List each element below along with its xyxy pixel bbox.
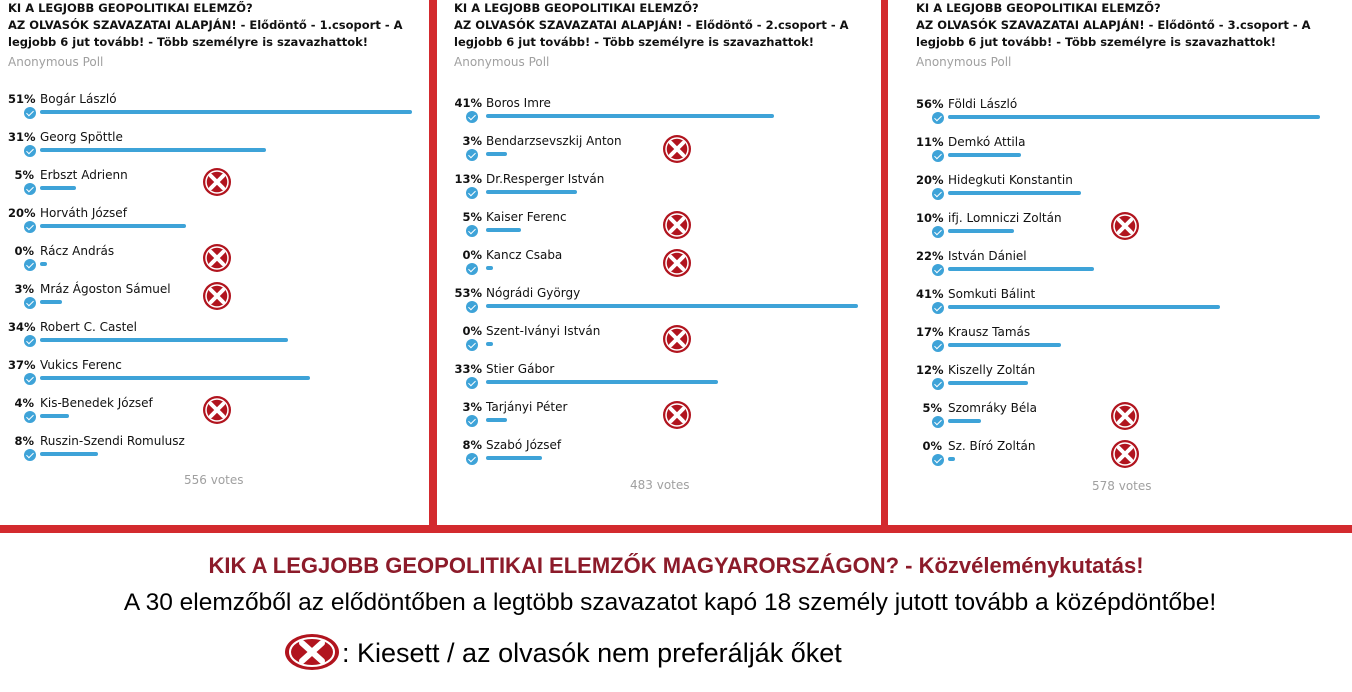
option-percent: 31% (8, 130, 36, 144)
result-bar (40, 186, 76, 190)
option-percent: 53% (454, 286, 482, 300)
poll-option[interactable] (454, 248, 864, 286)
poll-title-line: KI A LEGJOBB GEOPOLITIKAI ELEMZŐ? (454, 1, 699, 15)
option-percent: 41% (916, 287, 944, 301)
x-icon (662, 248, 692, 278)
option-percent: 3% (462, 134, 482, 148)
poll-option[interactable] (454, 400, 864, 438)
check-icon (466, 187, 478, 199)
check-icon (24, 411, 36, 423)
option-percent: 0% (462, 248, 482, 262)
option-name: ifj. Lomniczi Zoltán (948, 211, 1062, 225)
check-icon (24, 145, 36, 157)
option-percent: 0% (922, 439, 942, 453)
option-name: Ruszin-Szendi Romulusz (40, 434, 185, 448)
poll-type: Anonymous Poll (8, 55, 104, 69)
option-percent: 20% (8, 206, 36, 220)
option-name: Szomráky Béla (948, 401, 1037, 415)
result-bar (948, 419, 981, 423)
poll-option[interactable] (916, 325, 1328, 363)
result-bar (948, 381, 1028, 385)
option-name: Tarjányi Péter (486, 400, 568, 414)
check-icon (466, 263, 478, 275)
result-bar (486, 114, 774, 118)
poll-option[interactable] (8, 282, 420, 320)
option-name: Erbszt Adrienn (40, 168, 128, 182)
poll-option[interactable] (8, 358, 420, 396)
option-percent: 56% (916, 97, 944, 111)
x-icon (1110, 439, 1140, 469)
x-icon (202, 281, 232, 311)
result-bar (486, 266, 493, 270)
check-icon (466, 301, 478, 313)
poll-title-2 (454, 0, 864, 51)
result-bar (40, 224, 186, 228)
option-percent: 8% (14, 434, 34, 448)
check-icon (932, 188, 944, 200)
check-icon (932, 340, 944, 352)
check-icon (932, 150, 944, 162)
result-bar (948, 115, 1320, 119)
option-name: Robert C. Castel (40, 320, 138, 334)
option-name: Horváth József (40, 206, 127, 220)
result-bar (486, 418, 507, 422)
vote-count: 556 votes (184, 473, 244, 487)
result-bar (486, 152, 507, 156)
result-bar (948, 457, 955, 461)
option-name: Bendarzsevszkij Anton (486, 134, 622, 148)
check-icon (466, 415, 478, 427)
option-name: Krausz Tamás (948, 325, 1031, 339)
option-name: Dr.Resperger István (486, 172, 605, 186)
option-percent: 0% (14, 244, 34, 258)
check-icon (932, 226, 944, 238)
poll-option[interactable] (454, 324, 864, 362)
option-percent: 11% (916, 135, 944, 149)
result-bar (486, 456, 542, 460)
result-bar (948, 343, 1061, 347)
check-icon (24, 183, 36, 195)
check-icon (932, 302, 944, 314)
check-icon (466, 225, 478, 237)
poll-option[interactable] (8, 92, 420, 130)
x-icon (202, 395, 232, 425)
poll-option[interactable] (8, 206, 420, 244)
check-icon (24, 297, 36, 309)
poll-option[interactable] (916, 97, 1328, 135)
option-name: Szabó József (486, 438, 562, 452)
option-name: Bogár László (40, 92, 117, 106)
poll-option[interactable] (916, 135, 1328, 173)
option-percent: 17% (916, 325, 944, 339)
poll-option[interactable] (916, 249, 1328, 287)
poll-title-line: KI A LEGJOBB GEOPOLITIKAI ELEMZŐ? (916, 1, 1161, 15)
legend-label: : Kiesett / az olvasók nem preferálják őket (342, 638, 842, 668)
option-name: Nógrádi György (486, 286, 581, 300)
result-bar (40, 414, 69, 418)
column-divider (881, 0, 888, 526)
poll-title-3 (916, 0, 1328, 51)
x-icon (662, 210, 692, 240)
check-icon (932, 416, 944, 428)
option-percent: 12% (916, 363, 944, 377)
option-percent: 10% (916, 211, 944, 225)
poll-option[interactable] (454, 210, 864, 248)
x-icon (1110, 401, 1140, 431)
poll-option[interactable] (8, 434, 420, 472)
result-bar (40, 262, 47, 266)
check-icon (24, 107, 36, 119)
poll-title-line: AZ OLVASÓK SZAVAZATAI ALAPJÁN! - Elődöntő - 3.csoport - A (916, 18, 1311, 32)
option-percent: 33% (454, 362, 482, 376)
check-icon (932, 454, 944, 466)
poll-option[interactable] (8, 396, 420, 434)
x-icon (202, 243, 232, 273)
result-bar (948, 191, 1081, 195)
option-name: Kiszelly Zoltán (948, 363, 1036, 377)
vote-count: 483 votes (630, 478, 690, 492)
option-name: István Dániel (948, 249, 1027, 263)
poll-group-2 (454, 0, 864, 525)
check-icon (466, 453, 478, 465)
option-percent: 5% (462, 210, 482, 224)
option-percent: 22% (916, 249, 944, 263)
option-name: Rácz András (40, 244, 115, 258)
result-bar (948, 267, 1094, 271)
vote-count: 578 votes (1092, 479, 1152, 493)
option-percent: 37% (8, 358, 36, 372)
check-icon (466, 111, 478, 123)
option-name: Boros Imre (486, 96, 551, 110)
x-icon (662, 400, 692, 430)
footer-description: A 30 elemzőből az elődöntőben a legtöbb szavazatot kapó 18 személy jutott tovább a középdöntőbe! (123, 589, 1217, 616)
check-icon (24, 373, 36, 385)
poll-option[interactable] (916, 211, 1328, 249)
result-bar (40, 300, 62, 304)
option-percent: 41% (454, 96, 482, 110)
poll-option[interactable] (916, 363, 1328, 401)
poll-option[interactable] (454, 286, 864, 324)
x-icon (662, 324, 692, 354)
result-bar (948, 229, 1014, 233)
check-icon (24, 221, 36, 233)
option-percent: 5% (922, 401, 942, 415)
check-icon (466, 377, 478, 389)
poll-option[interactable] (8, 130, 420, 168)
poll-type: Anonymous Poll (454, 55, 550, 69)
result-bar (486, 380, 718, 384)
x-icon (1110, 211, 1140, 241)
result-bar (486, 304, 858, 308)
option-name: Vukics Ferenc (40, 358, 122, 372)
result-bar (40, 376, 310, 380)
poll-option[interactable] (454, 172, 864, 210)
option-percent: 51% (8, 92, 36, 106)
option-name: Somkuti Bálint (948, 287, 1036, 301)
option-name: Hidegkuti Konstantin (948, 173, 1073, 187)
horizontal-divider (0, 525, 1352, 533)
check-icon (932, 264, 944, 276)
result-bar (948, 153, 1021, 157)
poll-group-1 (8, 0, 420, 525)
option-percent: 34% (8, 320, 36, 334)
poll-title-line: legjobb 6 jut tovább! - Több személyre is szavazhattok! (8, 35, 369, 49)
footer-headline: KIK A LEGJOBB GEOPOLITIKAI ELEMZŐK MAGYARORSZÁGON? - Közvéleménykutatás! (208, 553, 1144, 578)
poll-option[interactable] (8, 244, 420, 282)
poll-option[interactable] (454, 134, 864, 172)
result-bar (40, 452, 98, 456)
check-icon (932, 112, 944, 124)
option-name: Kancz Csaba (486, 248, 563, 262)
result-bar (486, 228, 521, 232)
option-name: Kis-Benedek József (40, 396, 153, 410)
result-bar (486, 190, 577, 194)
option-name: Georg Spöttle (40, 130, 123, 144)
poll-group-3 (916, 0, 1328, 525)
option-percent: 3% (462, 400, 482, 414)
x-icon (662, 134, 692, 164)
result-bar (40, 148, 266, 152)
poll-title-line: KI A LEGJOBB GEOPOLITIKAI ELEMZŐ? (8, 1, 253, 15)
option-percent: 5% (14, 168, 34, 182)
poll-option[interactable] (454, 438, 864, 476)
option-name: Mráz Ágoston Sámuel (40, 282, 171, 296)
check-icon (24, 259, 36, 271)
poll-option[interactable] (8, 320, 420, 358)
poll-option[interactable] (916, 173, 1328, 211)
result-bar (948, 305, 1220, 309)
poll-type: Anonymous Poll (916, 55, 1012, 69)
poll-option[interactable] (454, 362, 864, 400)
poll-title-line: legjobb 6 jut tovább! - Több személyre is szavazhattok! (454, 35, 815, 49)
x-icon (202, 167, 232, 197)
check-icon (24, 335, 36, 347)
poll-option[interactable] (916, 287, 1328, 325)
option-name: Sz. Bíró Zoltán (948, 439, 1036, 453)
check-icon (466, 339, 478, 351)
option-percent: 20% (916, 173, 944, 187)
poll-title-line: AZ OLVASÓK SZAVAZATAI ALAPJÁN! - Elődöntő - 1.csoport - A (8, 18, 403, 32)
poll-option[interactable] (916, 439, 1328, 477)
column-divider (429, 0, 437, 526)
poll-title-1 (8, 0, 420, 51)
option-percent: 13% (454, 172, 482, 186)
check-icon (24, 449, 36, 461)
option-percent: 8% (462, 438, 482, 452)
poll-title-line: legjobb 6 jut tovább! - Több személyre is szavazhattok! (916, 35, 1277, 49)
poll-option[interactable] (8, 168, 420, 206)
option-name: Kaiser Ferenc (486, 210, 567, 224)
check-icon (466, 149, 478, 161)
option-name: Demkó Attila (948, 135, 1026, 149)
result-bar (40, 110, 412, 114)
option-name: Szent-Iványi István (486, 324, 601, 338)
result-bar (40, 338, 288, 342)
option-name: Földi László (948, 97, 1018, 111)
poll-title-line: AZ OLVASÓK SZAVAZATAI ALAPJÁN! - Elődöntő - 2.csoport - A (454, 18, 849, 32)
check-icon (932, 378, 944, 390)
poll-option[interactable] (916, 401, 1328, 439)
option-percent: 0% (462, 324, 482, 338)
option-percent: 3% (14, 282, 34, 296)
poll-option[interactable] (454, 96, 864, 134)
option-percent: 4% (14, 396, 34, 410)
result-bar (486, 342, 493, 346)
option-name: Stier Gábor (486, 362, 555, 376)
x-icon (284, 633, 340, 671)
